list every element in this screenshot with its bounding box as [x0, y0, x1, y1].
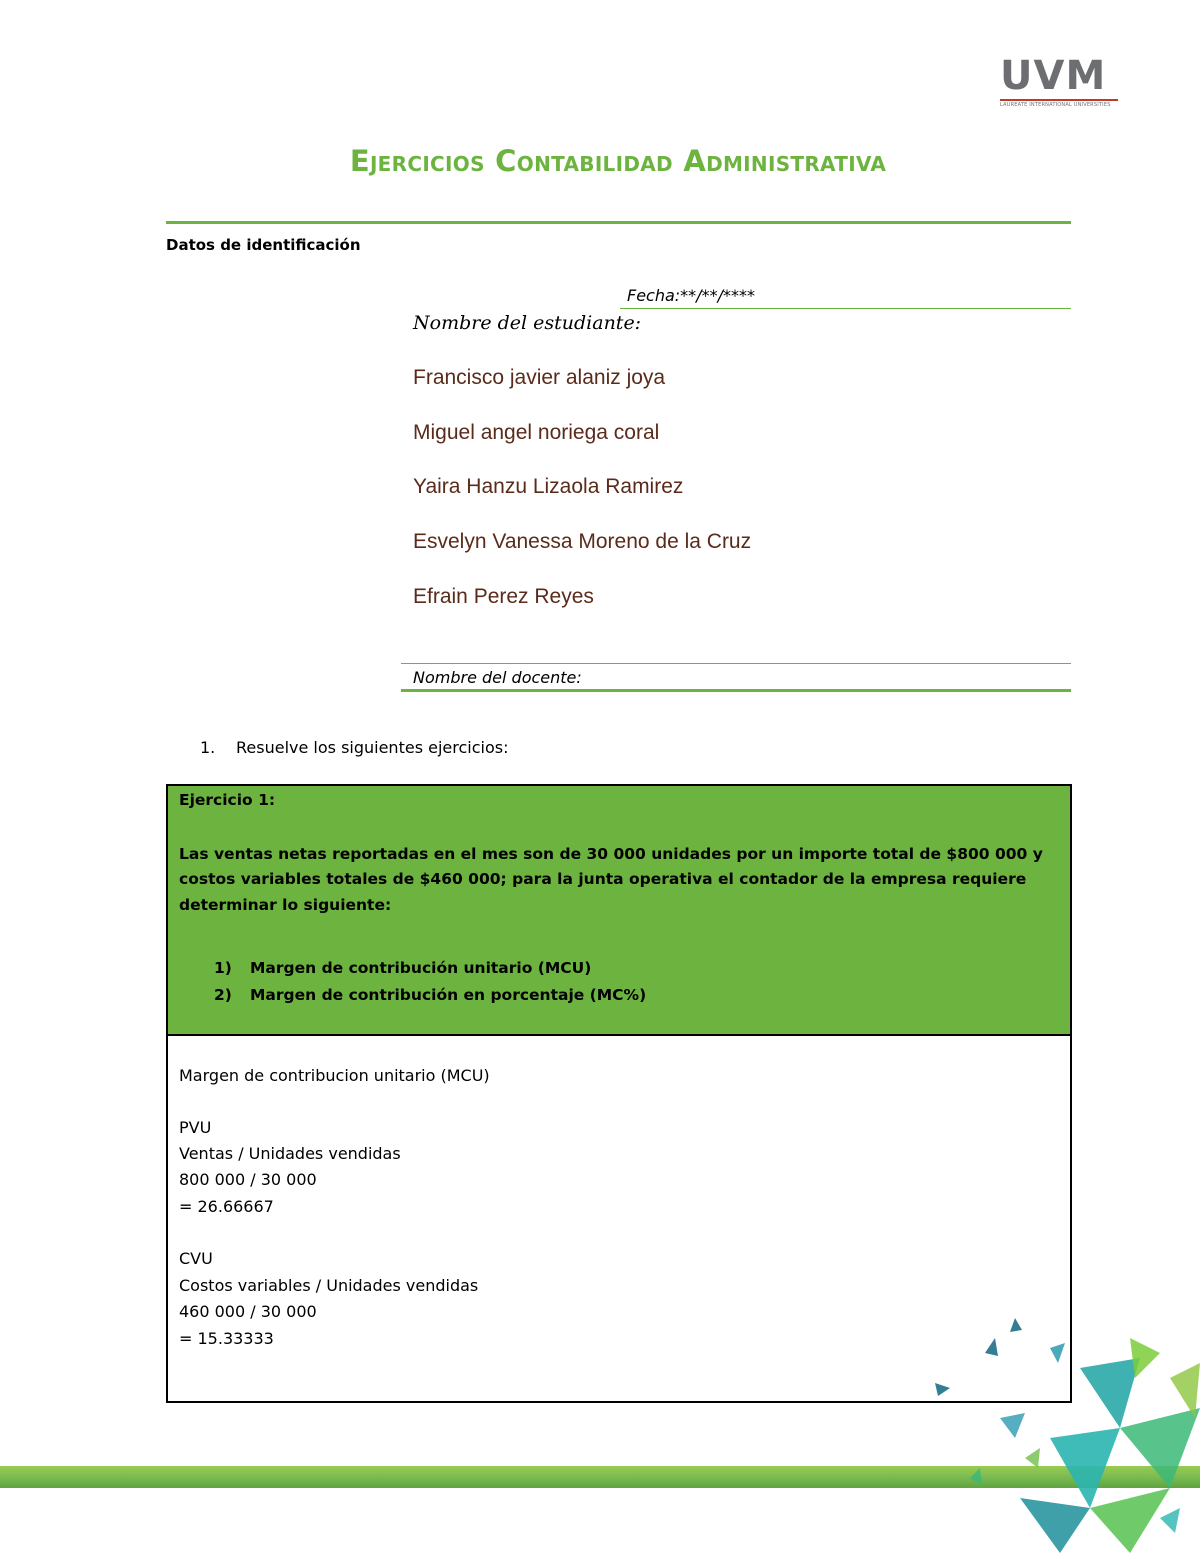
exercise-item-number: 1)	[214, 959, 232, 977]
exercise-item-number: 2)	[214, 986, 232, 1004]
instruction-item	[200, 738, 508, 757]
exercise-title: Ejercicio 1:	[179, 791, 276, 809]
exercise-statement-line: determinar lo siguiente:	[179, 896, 392, 914]
pvu-label: PVU	[179, 1118, 212, 1137]
student-name-label: Nombre del estudiante:	[413, 312, 642, 334]
exercise-item-text: Margen de contribución unitario (MCU)	[250, 959, 592, 977]
title-divider	[166, 221, 1071, 224]
instruction-number: 1.	[200, 738, 216, 757]
instruction-text: Resuelve los siguientes ejercicios:	[236, 738, 509, 757]
pvu-result: = 26.66667	[179, 1197, 274, 1216]
cvu-values: 460 000 / 30 000	[179, 1302, 317, 1321]
logo-subtitle: LAUREATE INTERNATIONAL UNIVERSITIES	[1000, 99, 1118, 108]
exercise-table	[166, 784, 1072, 1403]
teacher-top-rule	[401, 663, 1071, 664]
exercise-statement-line: Las ventas netas reportadas en el mes son de 30 000 unidades por un importe total de $800 000 y	[179, 845, 1043, 863]
student-name: Miguel angel noriega coral	[413, 421, 660, 444]
pvu-formula: Ventas / Unidades vendidas	[179, 1144, 401, 1163]
answer-heading: Margen de contribucion unitario (MCU)	[179, 1066, 490, 1085]
student-name: Esvelyn Vanessa Moreno de la Cruz	[413, 530, 752, 553]
date-underline	[620, 308, 1071, 309]
exercise-statement-line: costos variables totales de $460 000; para la junta operativa el contador de la empresa requiere	[179, 870, 1027, 888]
teacher-bottom-rule	[401, 689, 1071, 692]
student-name: Francisco javier alaniz joya	[413, 366, 666, 389]
uvm-logo	[1000, 54, 1122, 106]
cvu-result: = 15.33333	[179, 1329, 274, 1348]
logo-text: UVM	[1000, 53, 1107, 99]
student-name: Yaira Hanzu Lizaola Ramirez	[413, 475, 684, 498]
pvu-values: 800 000 / 30 000	[179, 1170, 317, 1189]
teacher-name-label: Nombre del docente:	[413, 668, 582, 687]
exercise-item	[214, 959, 591, 977]
student-name: Efrain Perez Reyes	[413, 585, 594, 608]
exercise-statement-cell	[168, 786, 1070, 1036]
date-field: Fecha:**/**/****	[627, 286, 755, 305]
cvu-formula: Costos variables / Unidades vendidas	[179, 1276, 479, 1295]
decorative-triangles-graphic	[930, 1318, 1200, 1553]
exercise-item	[214, 986, 646, 1004]
exercise-item-text: Margen de contribución en porcentaje (MC%)	[250, 986, 647, 1004]
identification-section-label: Datos de identificación	[166, 236, 361, 254]
document-title: Ejercicios Contabilidad Administrativa	[349, 144, 887, 178]
cvu-label: CVU	[179, 1249, 213, 1268]
